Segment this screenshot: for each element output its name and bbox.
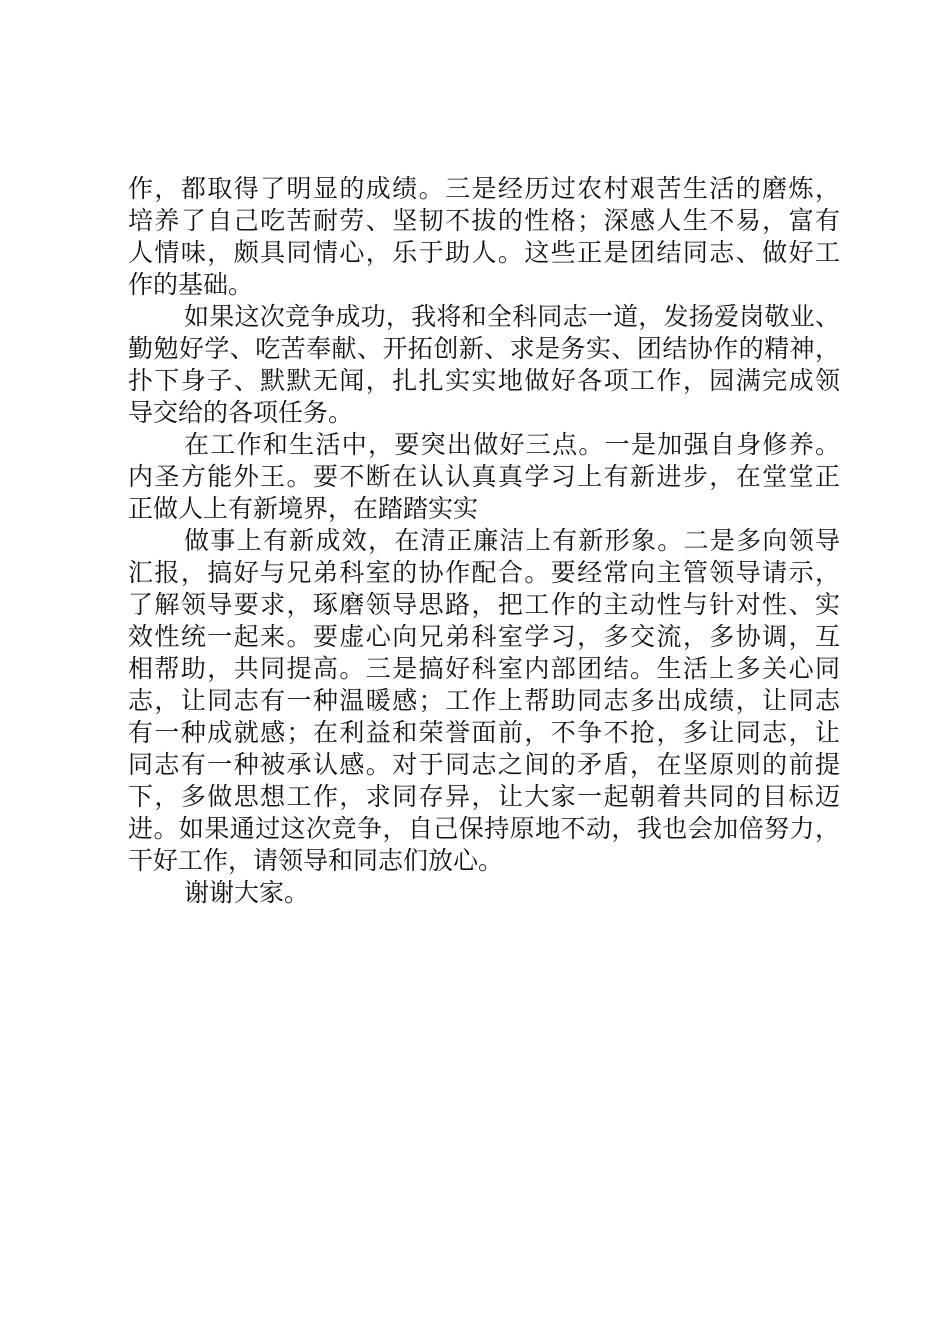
- closing-line: 谢谢大家。: [184, 878, 310, 907]
- paragraph-start-line: 在工作和生活中，要突出做好三点。一是加强自身修养。: [184, 430, 840, 459]
- text-line: 扑下身子、默默无闻，扎扎实实地做好各项工作，园满完成领: [128, 366, 840, 395]
- text-line: 内圣方能外王。要不断在认认真真学习上有新进步，在堂堂正: [128, 462, 840, 491]
- text-line: 培养了自己吃苦耐劳、坚韧不拔的性格；深感人生不易，富有: [128, 206, 840, 235]
- text-line: 有一种成就感；在利益和荣誉面前，不争不抢，多让同志，让: [128, 718, 840, 747]
- text-line: 相帮助，共同提高。三是搞好科室内部团结。生活上多关心同: [128, 654, 840, 683]
- text-line: 下，多做思想工作，求同存异，让大家一起朝着共同的目标迈: [128, 782, 840, 811]
- text-line: 人情味，颇具同情心，乐于助人。这些正是团结同志、做好工: [128, 238, 840, 267]
- paragraph-start-line: 如果这次竞争成功，我将和全科同志一道，发扬爱岗敬业、: [184, 302, 840, 331]
- text-line: 正做人上有新境界，在踏踏实实: [128, 494, 479, 523]
- text-line: 效性统一起来。要虚心向兄弟科室学习，多交流，多协调，互: [128, 622, 840, 651]
- text-line: 干好工作，请领导和同志们放心。: [128, 846, 504, 875]
- text-line: 进。如果通过这次竞争，自己保持原地不动，我也会加倍努力，: [128, 814, 840, 843]
- document-body: [128, 173, 840, 909]
- text-line: 作，都取得了明显的成绩。三是经历过农村艰苦生活的磨炼，: [128, 174, 840, 203]
- paragraph-start-line: 做事上有新成效，在清正廉洁上有新形象。二是多向领导: [184, 526, 840, 555]
- text-line: 了解领导要求，琢磨领导思路，把工作的主动性与针对性、实: [128, 590, 840, 619]
- text-line: 勤勉好学、吃苦奉献、开拓创新、求是务实、团结协作的精神，: [128, 334, 840, 363]
- text-line: 作的基础。: [128, 270, 254, 299]
- text-line: 汇报，搞好与兄弟科室的协作配合。要经常向主管领导请示，: [128, 558, 840, 587]
- text-line: 同志有一种被承认感。对于同志之间的矛盾，在坚原则的前提: [128, 750, 840, 779]
- text-line: 志，让同志有一种温暖感；工作上帮助同志多出成绩，让同志: [128, 686, 840, 715]
- text-line: 导交给的各项任务。: [128, 398, 354, 427]
